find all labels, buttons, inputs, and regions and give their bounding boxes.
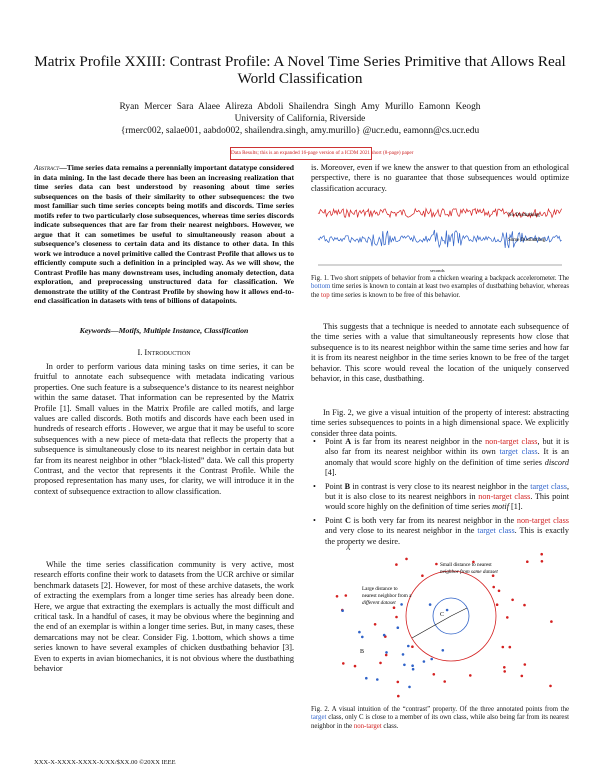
non-target-point (496, 603, 499, 606)
non-target-point (540, 553, 543, 556)
note-small-distance-2: neighbor from same dataset (440, 569, 498, 575)
point-list (311, 437, 569, 550)
label-some-dustbathing: Some Dustbathing (508, 238, 546, 243)
target-point (430, 658, 433, 661)
note-large-distance-1: Large distance to (362, 586, 398, 592)
non-target-point (503, 666, 506, 669)
figure-1-caption: Fig. 1. Two short snippets of behavior from a chicken wearing a backpack accelerometer. The bottom time series is known to contain at least two examples of dustbathing behavior, whereas the top time series is known to be free of this behavior. (311, 275, 569, 299)
target-point (403, 664, 406, 667)
figure-2-scatter (318, 541, 568, 703)
non-target-point (523, 604, 526, 607)
non-target-point (421, 574, 424, 577)
non-target-point (405, 558, 408, 561)
note-small-distance-1: Small distance to nearest (440, 562, 492, 568)
target-point (442, 649, 445, 652)
abstract (34, 163, 294, 306)
target-point (376, 678, 379, 681)
target-point (365, 677, 368, 680)
author-list: Ryan Mercer Sara Alaee Alireza Abdoli Shailendra Singh Amy Murillo Eamonn Keogh (119, 102, 481, 112)
non-target-point (541, 560, 544, 563)
non-target-point (503, 670, 506, 673)
figure-2-caption: Fig. 2. A visual intuition of the “contrast” property. Of the three annotated points from the target class, only C is close to a member of its own class, while also being far from its nearest neighbor in the non-target class. (311, 706, 569, 730)
figure-1-time-series (312, 199, 570, 273)
note-large-distance-3: different dataset (362, 600, 396, 606)
non-target-point (521, 675, 524, 678)
point-label-c: C (440, 612, 445, 618)
target-point (429, 603, 432, 606)
abstract-lead: Abstract (34, 163, 60, 172)
non-target-point (379, 662, 382, 665)
non-target-point (524, 663, 527, 666)
non-target-point (354, 665, 357, 668)
target-point (412, 668, 415, 671)
non-target-point (395, 563, 398, 566)
label-no-dustbathing: No Dustbathing (508, 213, 540, 218)
list-item: • Point A is far from its nearest neighbor in the non-target class, but it is also far from its nearest neighbor within its own target class. It is an anomaly that would score highly on the definition of time series discord [4]. (313, 437, 569, 478)
intro-paragraph-2: While the time series classification community is very active, most research efforts confine their work to datasets from the UCR archive or similar benchmark datasets [2]. However, for most of these archive datasets, the work of extracting the exemplars from a longer time series has already been done. Here, we argue that extracting the exemplars is actually the most difficult and critical task. In a handful of cases, it may be obvious where the beginning and the end of an exemplar is within a longer time series. But, in many cases, these demarcations may not be clear. Consider Fig. 1.bottom, which shows a time series known to have several examples of chicken dustbathing behavior [3]. Even to experts in avian biomechanics, it is not obvious where the dustbathing behavior (34, 560, 294, 674)
non-target-point (509, 646, 512, 649)
non-target-point (345, 594, 348, 597)
point-label-b: B (360, 649, 365, 655)
non-target-point (411, 645, 414, 648)
target-point (383, 634, 386, 637)
right-paragraph-2: This suggests that a technique is needed to annotate each subsequence of the time series with a value that simultaneously represents how close that subsequence is to its nearest neighbor within the same time series and how far it is from its nearest neighbor in the time series known to be free of the target behavior. This score would reveal the location of the uniquely conserved behavior, in this case, dustbathing. (311, 322, 569, 384)
target-point (397, 626, 400, 629)
non-target-point (492, 586, 495, 589)
non-target-point (443, 680, 446, 683)
large-distance-arrow (412, 616, 451, 638)
non-target-point (385, 654, 388, 657)
author-emails: {rmerc002, salae001, aabdo002, shailendra.singh, amy.murillo} @ucr.edu, eamonn@cs.ucr.edu (120, 126, 480, 136)
non-target-point (433, 673, 436, 676)
non-target-point (395, 616, 398, 619)
non-target-point (469, 674, 472, 677)
target-point (407, 645, 410, 648)
section-heading-introduction: I. Introduction (137, 348, 191, 357)
list-item: • Point C is both very far from its nearest neighbor in the non-target class and very close to its nearest neighbor in the target class. This is exactly the property we desire. (313, 515, 569, 546)
non-target-point (498, 590, 501, 593)
target-point (423, 660, 426, 663)
point-label-a: A (346, 546, 351, 552)
right-paragraph-1: is. Moreover, even if we knew the answer to that question from an ethological perspective, there is no guarantee that those subsequences would optimize classification accuracy. (311, 163, 569, 193)
small-distance-arrow (451, 608, 467, 616)
non-target-point (393, 606, 396, 609)
x-axis-label: seconds (430, 268, 445, 273)
abstract-text: —Time series data remains a perennially important datatype considered in data mining. In the last decade there has been an increasing realization that time series data can best understood by reasoning about time series subsequences on the basis of their similarity to other subsequences: the two most familiar such time series concepts being motifs and discords. Time series motifs refer to two particularly close subsequences, whereas time series discords indicate subsequences that are far from their nearest neighbors. However, we argue that it can sometimes be useful to simultaneously reason about a subsequence’s closeness to certain data and its distance to other data. In this work we introduce a novel primitive called the Contrast Profile that allows us to efficiently compute such a definition in a principled way. As we will show, the Contrast Profile has many downstream uses, including anomaly detection, data exploration, and preprocessing unstructured data for classification. We demonstrate the utility of the Contrast Profile by showing how it allows end-to-end classification in datasets with tens of billions of datapoints. (34, 163, 294, 305)
right-paragraph-3: In Fig. 2, we give a visual intuition of the property of interest: abstracting time series subsequences to points in a high dimensional space. We explicitly consider three data points. (311, 408, 569, 438)
non-target-point (336, 595, 339, 598)
paper-title: Matrix Profile XXIII: Contrast Profile: A Novel Time Series Primitive that Allows Real World Classification (34, 53, 566, 87)
non-target-point (526, 560, 529, 563)
keywords: Keywords—Motifs, Multiple Instance, Classification (79, 326, 249, 335)
intro-paragraph-1: In order to perform various data mining tasks on time series, it can be fruitful to annotate each subsequence with metadata indicating various properties. One such feature is a subsequence’s distance to its nearest neighbor within the same dataset. That information can be represented by the Matrix Profile [1]. Small values in the Matrix Profile are called motifs, and large values are called discords. Both motifs and discords have each been used in hundreds of research efforts . However, we argue that it may be useful to score subsequences with a new piece of meta-data that reflects the property that a subsequence is simultaneously close to its nearest neighbor in certain data but far from its nearest neighbor in other “black-listed” data. We call this property Contrast, and the vector that represents it the Contrast Profile. While the proposed representation has many uses, for clarity, we will introduce it in the context of subsequence extraction to allow classification. (34, 362, 294, 496)
non-target-point (502, 646, 505, 649)
target-point (446, 609, 449, 612)
list-item: • Point B in contrast is very close to its nearest neighbor in the target class, but it is also close to its nearest neighbors in non-target class. This point would score highly on the definition of time series motif [1]. (313, 481, 569, 512)
non-target-point (374, 623, 377, 626)
affiliation: University of California, Riverside (234, 114, 366, 124)
target-point (341, 609, 344, 612)
version-note: Data Results; this is an expanded 16-page version of a ICDM 2021 short (8-page) paper (230, 147, 372, 160)
target-point (402, 653, 405, 656)
non-target-point (397, 695, 400, 698)
target-point (400, 603, 403, 606)
note-large-distance-2: nearest neighbor from a (362, 593, 412, 599)
non-target-point (397, 681, 400, 684)
copyright-footer: XXX-X-XXXX-XXXX-X/XX/$XX.00 ©20XX IEEE (34, 759, 176, 766)
target-point (358, 631, 361, 634)
non-target-point (550, 620, 553, 623)
non-target-point (549, 685, 552, 688)
target-point (411, 664, 414, 667)
target-point (385, 651, 388, 654)
non-target-point (342, 662, 345, 665)
non-target-point (511, 599, 514, 602)
non-target-point (435, 563, 438, 566)
non-target-point (506, 616, 509, 619)
target-point (361, 636, 364, 639)
target-point (408, 686, 411, 689)
